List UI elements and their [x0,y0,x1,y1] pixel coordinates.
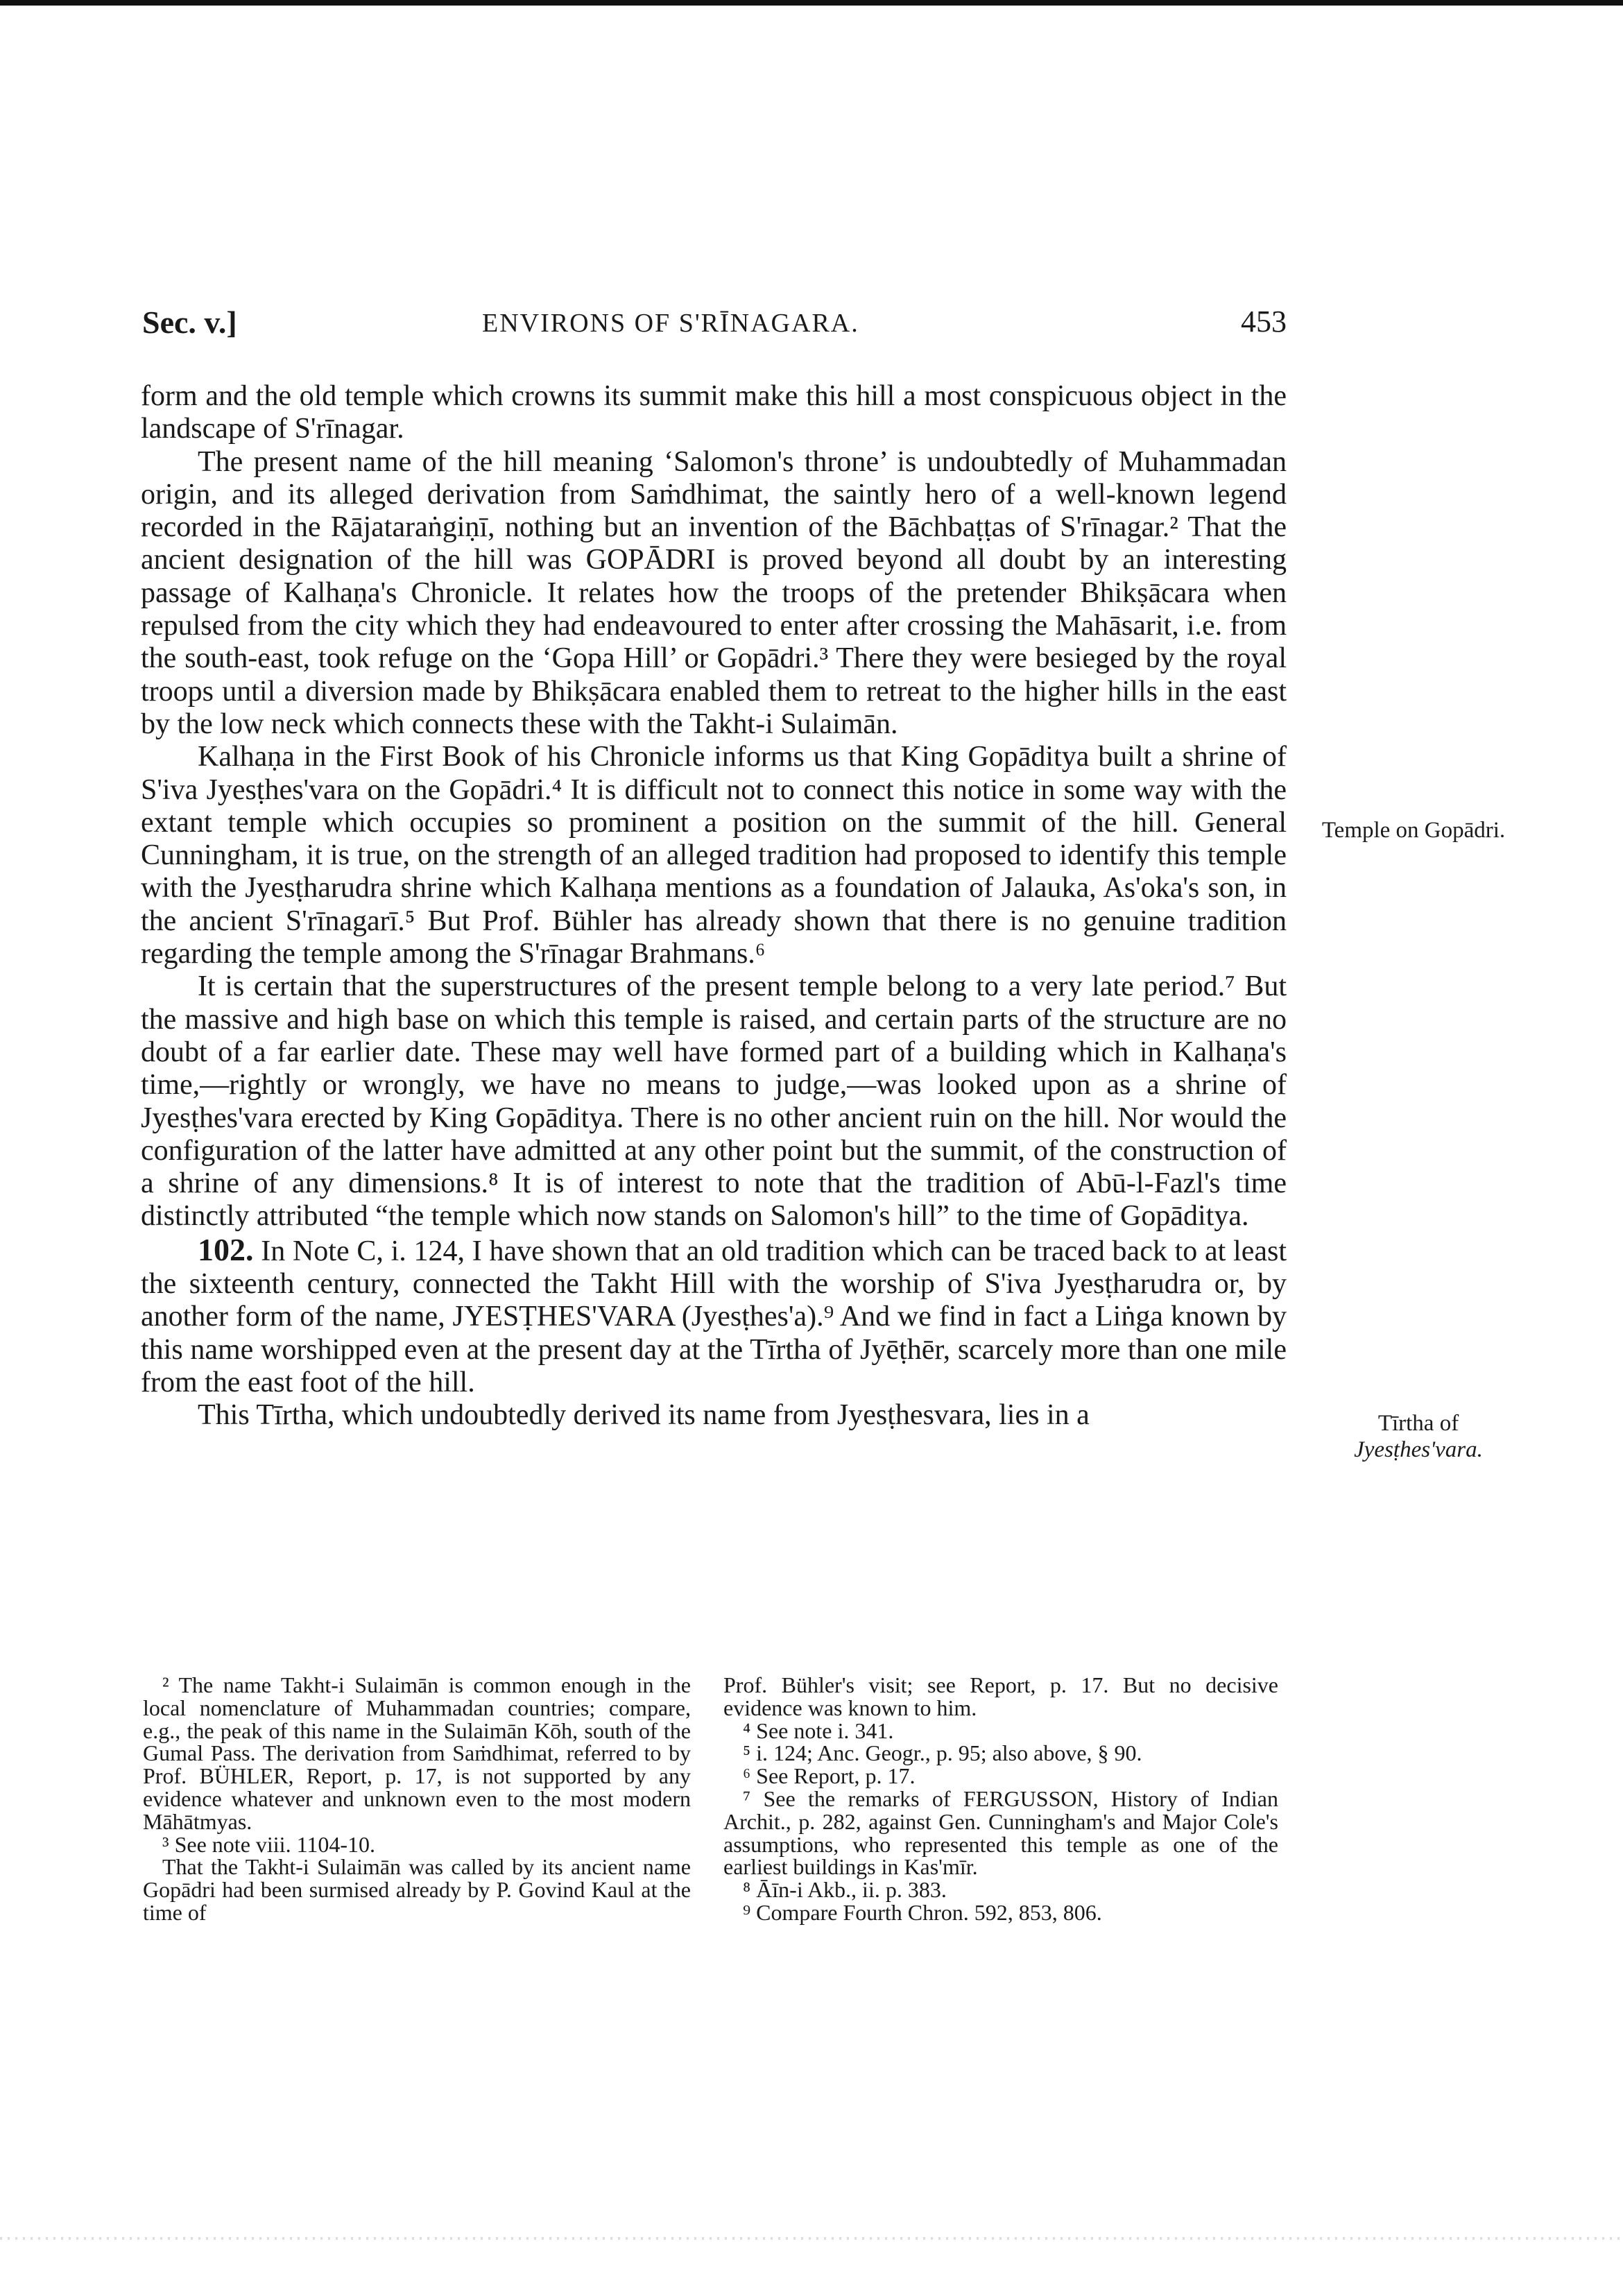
chapter-title: ENVIRONS OF S'RĪNAGARA. [482,309,859,338]
footnotes-left-column [143,1674,691,1924]
page-number: 453 [1241,305,1287,339]
paragraph: Kalhaṇa in the First Book of his Chronicle informs us that King Gopāditya built a shrine of S'iva Jyesṭhes'vara on the Gopādri.⁴ It is difficult not to connect this notice in some way with the extant temple which occupies so prominent a position on the summit of the hill. General Cunningham, it is true, on the strength of an alleged tradition had proposed to identify this temple with the Jyesṭharudra shrine which Kalhaṇa mentions as a foundation of Jalauka, As'oka's son, in the ancient S'rīnagarī.⁵ But Prof. Bühler has already shown that there is no genuine tradition regarding the temple among the S'rīnagar Brahmans.⁶ [141,741,1287,970]
footnote: ³ See note viii. 1104-10. [162,1831,376,1857]
section-label: Sec. v.] [142,305,237,340]
footnote: ² The name Takht-i Sulaimān is common enough in the local nomenclature of Muhammadan countries; compare, e.g., the peak of this name in the Sulaimān Kōh, south of the Gumal Pass. The derivation from Saṁdhimat, referred to by Prof. BÜHLER, Report, p. 17, is not supported by any evidence whatever and unknown even to the most modern Māhātmyas. [143,1672,691,1834]
footnote: ⁶ See Report, p. 17. [743,1763,916,1789]
footnote: ⁴ See note i. 341. [743,1717,894,1743]
margin-note-temple: Temple on Gopādri. [1321,818,1506,843]
paragraph: It is certain that the superstructures of the present temple belong to a very late period.⁷ But the massive and high base on which this temple is raised, and certain parts of the structure are no doubt of a far earlier date. These may well have formed part of a building which in Kalhaṇa's time,—rightly or wrongly, we have no means to judge,—was looked upon as a shrine of Jyesṭhes'vara erected by King Gopāditya. There is no other ancient ruin on the hill. Nor would the configuration of the latter have admitted at any other point but the summit, of the construction of a shrine of any dimensions.⁸ It is of interest to note that the tradition of Abū-l-Fazl's time distinctly attributed “the temple which now stands on Salomon's hill” to the time of Gopāditya. [141,970,1287,1233]
margin-note-line: Tīrtha of [1377,1411,1459,1436]
footnote: ⁷ See the remarks of FERGUSSON, History of Indian Archit., p. 282, against Gen. Cunningham's and Major Cole's assumptions, who represented this temple as one of the earliest buildings in Kas'mīr. [723,1785,1278,1880]
footnote: ⁵ i. 124; Anc. Geogr., p. 95; also above, § 90. [743,1740,1142,1766]
footnote: ⁹ Compare Fourth Chron. 592, 853, 806. [743,1899,1102,1925]
footnote: Prof. Bühler's visit; see Report, p. 17. But no decisive evidence was known to him. [723,1672,1278,1720]
scan-noise-dotted-line [0,2237,1623,2240]
running-header [142,304,1287,352]
paragraph-text: In Note C, i. 124, I have shown that an old tradition which can be traced back to at least the sixteenth century, connected the Takht Hill with the worship of S'iva Jyesṭharudra or, by another form of the name, JYESṬHES'VARA (Jyesṭhes'a).⁹ And we find in fact a Liṅga known by this name worshipped even at the present day at the Tīrtha of Jyēṭhēr, scarcely more than one mile from the east foot of the hill. [141,1235,1287,1398]
page-top-border [0,0,1623,6]
section-number: 102. [198,1231,254,1267]
paragraph: form and the old temple which crowns its summit make this hill a most conspicuous object in the landscape of S'rīnagar. [141,380,1287,445]
footnote: ⁸ Āīn-i Akb., ii. p. 383. [743,1877,947,1903]
paragraph-102 [141,1233,1287,1399]
margin-note-line: Jyesṭhes'vara. [1354,1437,1483,1462]
footnotes-right-column [723,1674,1278,1924]
footnote: That the Takht-i Sulaimān was called by its ancient name Gopādri had been surmised already by P. Govind Kaul at the time of [143,1854,691,1925]
margin-note-tirtha [1332,1410,1505,1463]
paragraph: The present name of the hill meaning ‘Salomon's throne’ is undoubtedly of Muhammadan origin, and its alleged derivation from Saṁdhimat, the saintly hero of a well-known legend recorded in the Rājataraṅgiṇī, nothing but an invention of the Bāchbaṭṭas of S'rīnagar.² That the ancient designation of the hill was GOPĀDRI is proved beyond all doubt by an interesting passage of Kalhaṇa's Chronicle. It relates how the troops of the pretender Bhikṣācara when repulsed from the city which they had endeavoured to enter after crossing the Mahāsarit, i.e. from the south-east, took refuge on the ‘Gopa Hill’ or Gopādri.³ There they were besieged by the royal troops until a diversion made by Bhikṣācara enabled them to retreat to the higher hills in the east by the low neck which connects these with the Takht-i Sulaimān. [141,445,1287,740]
main-text [141,380,1287,1432]
paragraph: This Tīrtha, which undoubtedly derived its name from Jyesṭhesvara, lies in a [198,1399,1090,1432]
